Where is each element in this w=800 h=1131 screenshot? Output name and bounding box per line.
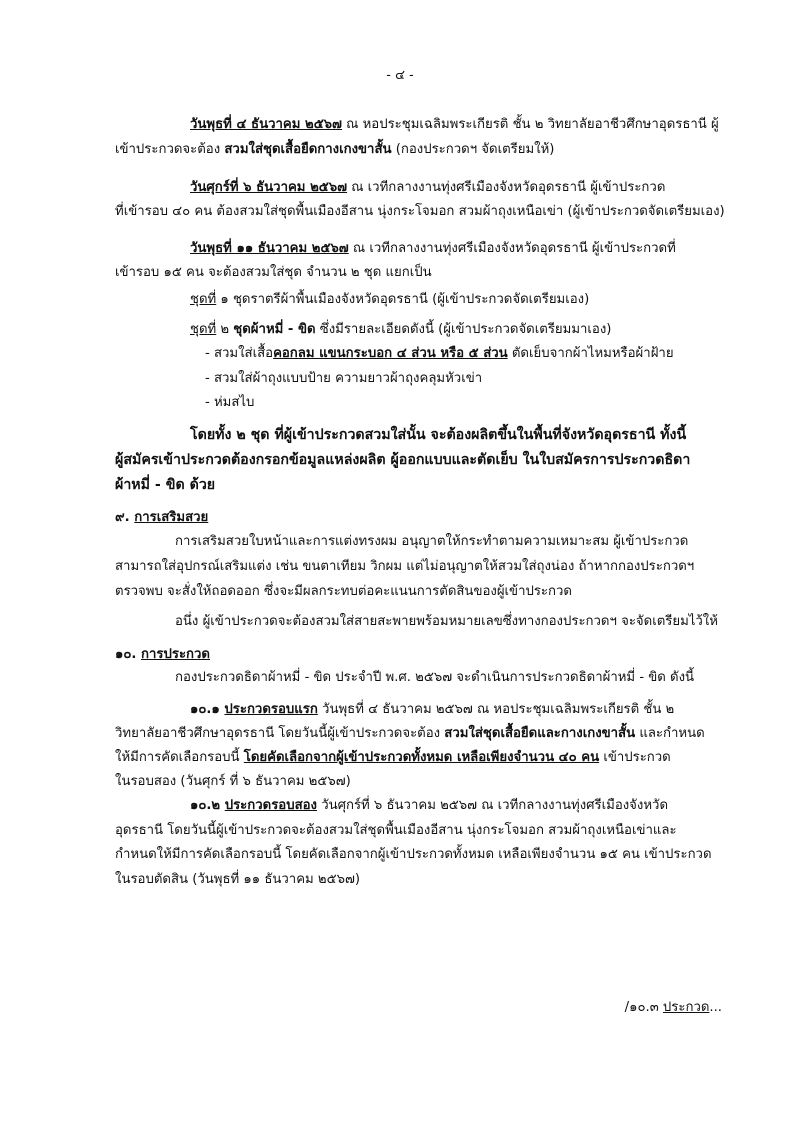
section-9-line-1: การเสริมสวยใบหน้าและการแต่งทรงผม อนุญาตให้กระทำตามความเหมาะสม ผู้เข้าประกวด: [175, 534, 689, 549]
continuation-footer: [625, 996, 722, 1017]
round-2-line-2: อุดรธานี โดยวันนี้ผู้เข้าประกวดจะต้องสวมใส่ชุดพื้นเมืองอีสาน นุ่งกระโจมอก สวมผ้าถุงเหนือเข่าและ: [115, 823, 677, 838]
set-2-label: ชุดที่: [190, 322, 217, 337]
day3-line-2: เข้ารอบ ๑๕ คน จะต้องสวมใส่ชุด จำนวน ๒ ชุด แยกเป็น: [115, 265, 432, 280]
round-2-title: ประกวดรอบสอง: [224, 798, 317, 813]
round-1-outfit: สวมใส่ชุดเสื้อยืดและกางเกงขาสั้น: [444, 726, 636, 741]
round-1-line-2: [115, 724, 705, 744]
set-1-label: ชุดที่: [190, 292, 217, 307]
section-9-line-3: ตรวจพบ จะสั่งให้ถอดออก ซึ่งจะมีผลกระทบต่อคะแนนการตัดสินของผู้เข้าประกวด: [115, 584, 572, 599]
set-2: [190, 320, 611, 340]
set-1-text: ๑ ชุดราตรีผ้าพื้นเมืองจังหวัดอุดรธานี (ผู้เข้าประกวดจัดเตรียมเอง): [216, 292, 590, 307]
page-number: - ๔ -: [386, 68, 414, 83]
round-1-text-2c: และกำหนด: [635, 726, 705, 741]
round-1-line-1: [190, 700, 674, 720]
day1-date: วันพุธที่ ๔ ธันวาคม ๒๕๖๗: [190, 117, 342, 132]
round-2-line-4: ในรอบตัดสิน (วันพุธที่ ๑๑ ธันวาคม ๒๕๖๗): [115, 872, 361, 887]
set-1: [190, 290, 589, 310]
day2-date: วันศุกร์ที่ ๖ ธันวาคม ๒๕๖๗: [190, 180, 348, 195]
day2-line-2: ที่เข้ารอบ ๔๐ คน ต้องสวมใส่ชุดพื้นเมืองอีสาน นุ่งกระโจมอก สวมผ้าถุงเหนือเข่า (ผู้เข้าประกวดจัดเตรียมเอง): [115, 204, 725, 219]
bold-note-line-2: ผู้สมัครเข้าประกวดต้องกรอกข้อมูลแหล่งผลิต ผู้ออกแบบและตัดเย็บ ในใบสมัครการประกวดธิดา: [115, 452, 691, 468]
round-1-selection: โดยคัดเลือกจากผู้เข้าประกวดทั้งหมด เหลือเพียงจำนวน ๔๐ คน: [243, 750, 600, 765]
round-1-title: ประกวดรอบแรก: [224, 702, 318, 717]
round-1-text-2a: วิทยาลัยอาชีวศึกษาอุดรธานี โดยวันนี้ผู้เข้าประกวดจะต้อง: [115, 726, 445, 741]
section-9-line-4: อนึ่ง ผู้เข้าประกวดจะต้องสวมใส่สายสะพายพร้อมหมายเลขซึ่งทางกองประกวดฯ จะจัดเตรียมไว้ให้: [175, 614, 718, 629]
set-2-text: ซึ่งมีรายละเอียดดังนี้ (ผู้เข้าประกวดจัดเตรียมมาเอง): [315, 322, 612, 337]
day2-text: ณ เวทีกลางงานทุ่งศรีเมืองจังหวัดอุดรธานี ผู้เข้าประกวด: [347, 180, 666, 195]
section-9-title: การเสริมสวย: [134, 510, 209, 525]
bold-note-line-3: ผ้าหมี่ - ขิด ด้วย: [115, 477, 216, 493]
footer-number: /๑๐.๓: [624, 1000, 663, 1015]
day3-line-1: [190, 239, 676, 259]
day1-line-1: [190, 115, 719, 135]
footer-word: ประกวด: [662, 1000, 710, 1015]
footer-ellipsis: ...: [709, 1000, 722, 1015]
round-2-line-3: กำหนดให้มีการคัดเลือกรอบนี้ โดยคัดเลือกจากผู้เข้าประกวดทั้งหมด เหลือเพียงจำนวน ๑๕ คน เข้าประกวด: [115, 847, 712, 862]
section-9-line-2: สามารถใส่อุปกรณ์เสริมแต่ง เช่น ขนตาเทียม วิกผม แต่ไม่อนุญาตให้สวมใส่ถุงน่อง ถ้าหากกองประกวดฯ: [115, 559, 695, 574]
section-10-intro: กองประกวดธิดาผ้าหมี่ - ขิด ประจำปี พ.ศ. ๒๕๖๗ จะดำเนินการประกวดธิดาผ้าหมี่ - ขิด ดังนี้: [175, 670, 695, 685]
day1-text: ณ หอประชุมเฉลิมพระเกียรติ ชั้น ๒ วิทยาลัยอาชีวศึกษาอุดรธานี ผู้: [341, 117, 719, 132]
round-2-line-1: [190, 796, 668, 816]
bullet-shirt: [205, 344, 674, 364]
round-1-number: ๑๐.๑: [190, 702, 225, 717]
section-10-heading: [115, 645, 210, 665]
day2-line-1: [190, 178, 665, 198]
bold-note-line-1: โดยทั้ง ๒ ชุด ที่ผู้เข้าประกวดสวมใส่นั้น จะต้องผลิตขึ้นในพื้นที่จังหวัดอุดรธานี ทั้งนี้: [190, 427, 687, 443]
round-1-line-3: [115, 748, 671, 768]
day1-line-2: [115, 140, 554, 160]
round-2-number: ๑๐.๒: [190, 798, 225, 813]
round-2-text: วันศุกร์ที่ ๖ ธันวาคม ๒๕๖๗ ณ เวทีกลางงานทุ่งศรีเมืองจังหวัด: [317, 798, 669, 813]
round-1-line-4: ในรอบสอง (วันศุกร์ ที่ ๖ ธันวาคม ๒๕๖๗): [115, 774, 351, 789]
set-2-title: ชุดผ้าหมี่ - ขิด: [233, 322, 316, 337]
bullet-shirt-c: ตัดเย็บจากผ้าไหมหรือผ้าฝ้าย: [507, 346, 674, 361]
section-9-heading: [115, 508, 208, 528]
round-1-text: วันพุธที่ ๔ ธันวาคม ๒๕๖๗ ณ หอประชุมเฉลิมพระเกียรติ ชั้น ๒: [317, 702, 675, 717]
day3-text: ณ เวทีกลางงานทุ่งศรีเมืองจังหวัดอุดรธานี ผู้เข้าประกวดที่: [348, 241, 676, 256]
bullet-sabai: - ห่มสไบ: [205, 395, 255, 410]
section-9-number: ๙.: [115, 510, 135, 525]
day3-date: วันพุธที่ ๑๑ ธันวาคม ๒๕๖๗: [190, 241, 349, 256]
bullet-shirt-a: - สวมใส่เสื้อ: [205, 346, 274, 361]
section-10-number: ๑๐.: [115, 647, 142, 662]
section-10-title: การประกวด: [141, 647, 210, 662]
round-1-text-3c: เข้าประกวด: [599, 750, 671, 765]
bullet-skirt: - สวมใส่ผ้าถุงแบบป้าย ความยาวผ้าถุงคลุมหัวเข่า: [205, 371, 483, 386]
set-2-num: ๒: [216, 322, 234, 337]
round-1-text-3a: ให้มีการคัดเลือกรอบนี้: [115, 750, 244, 765]
bullet-shirt-style: คอกลม แขนกระบอก ๔ ส่วน หรือ ๕ ส่วน: [273, 346, 508, 361]
day1-text-2: เข้าประกวดจะต้อง: [115, 142, 225, 157]
day1-outfit: สวมใส่ชุดเสื้อยืดกางเกงขาสั้น: [224, 142, 392, 157]
day1-note: (กองประกวดฯ จัดเตรียมให้): [391, 142, 555, 157]
